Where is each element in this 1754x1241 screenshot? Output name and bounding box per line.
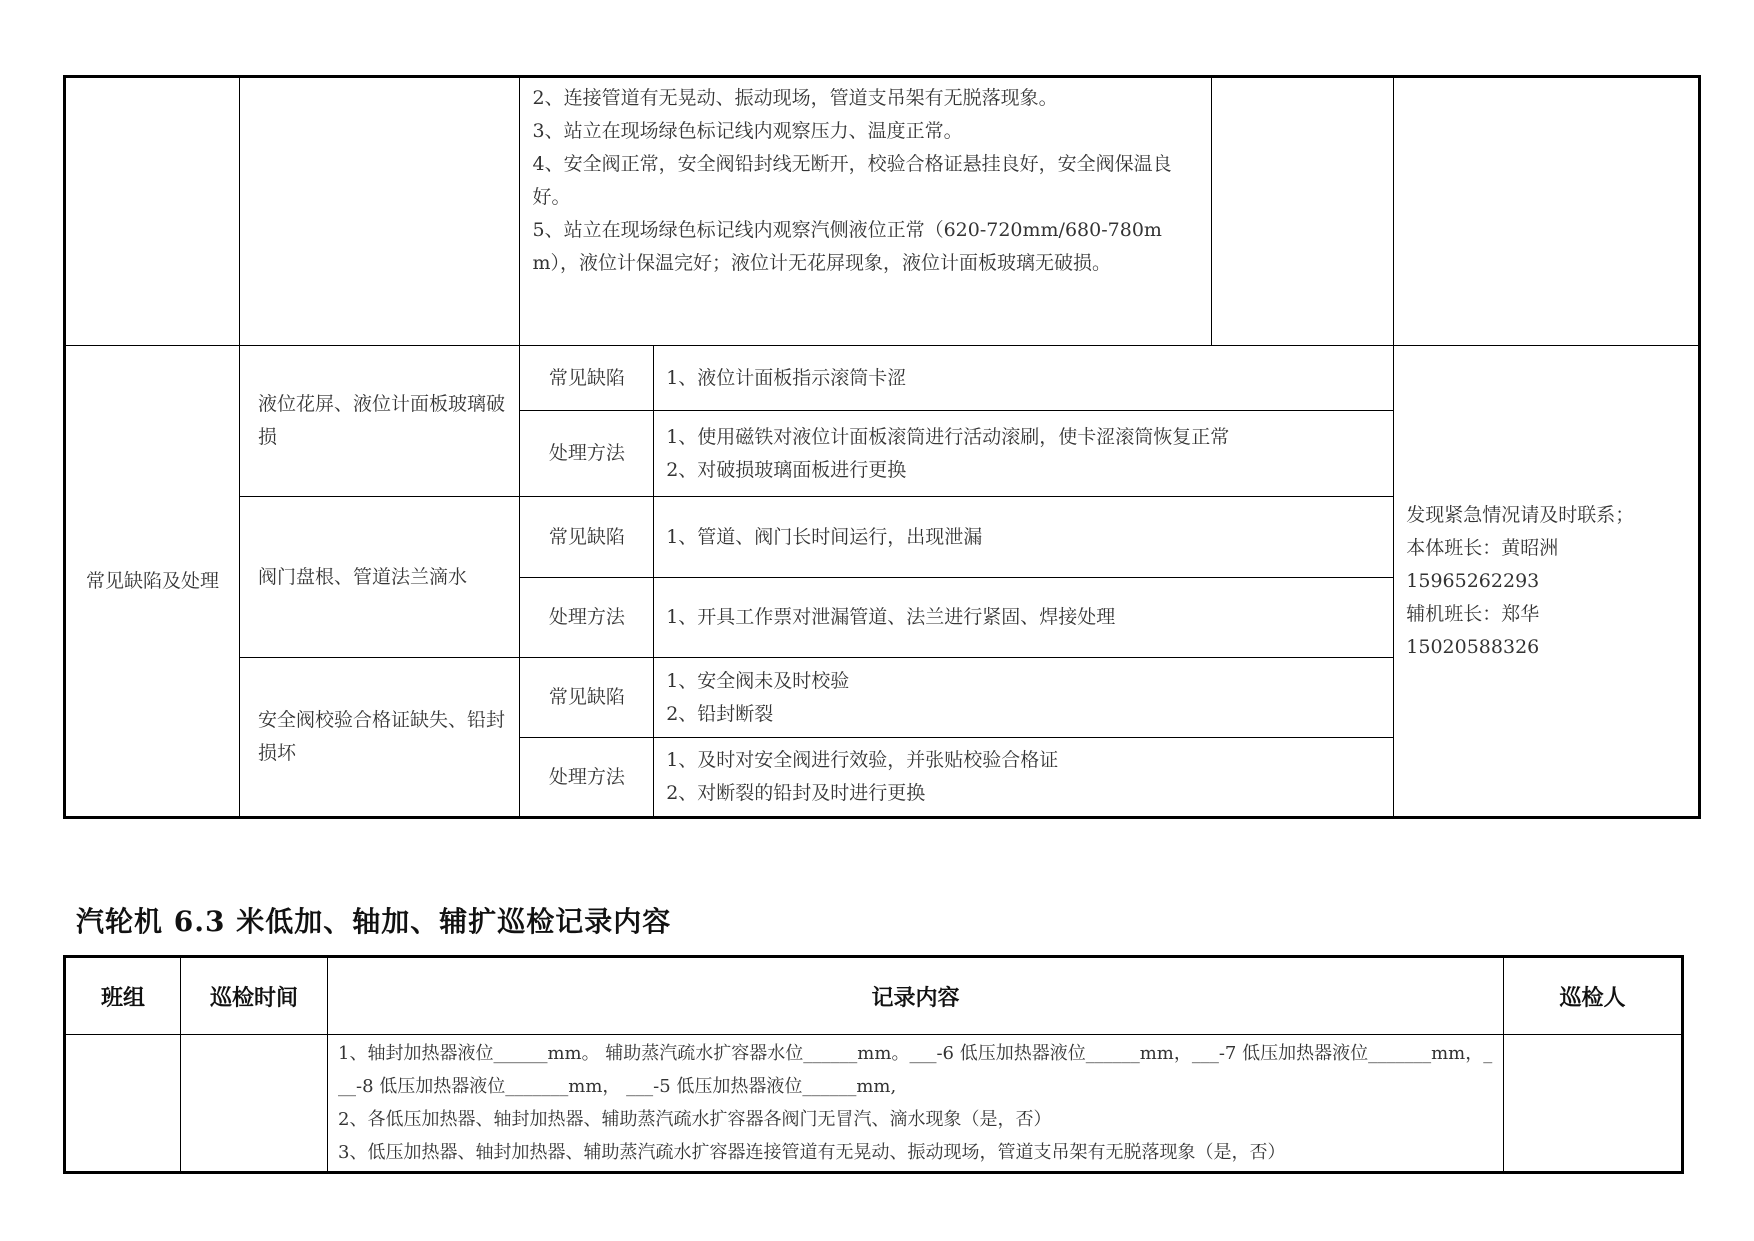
method-label: 处理方法 xyxy=(520,411,654,497)
record-line: 2、各低压加热器、轴封加热器、辅助蒸汽疏水扩容器各阀门无冒汽、滴水现象（是，否） xyxy=(338,1109,1052,1130)
empty-cell xyxy=(1394,77,1700,346)
defect-content xyxy=(654,497,1394,578)
method-line: 1、使用磁铁对液位计面板滚筒进行活动滚刷，使卡涩滚筒恢复正常 xyxy=(666,425,1230,448)
defect-group-title: 安全阀校验合格证缺失、铅封损坏 xyxy=(239,658,520,818)
inspection-steps-cell xyxy=(520,77,1212,346)
contact-phone: 15965262293 xyxy=(1406,569,1540,592)
inspector-cell[interactable] xyxy=(1504,1035,1683,1173)
method-label: 处理方法 xyxy=(520,738,654,818)
header-inspector: 巡检人 xyxy=(1504,957,1683,1035)
method-line: 2、对破损玻璃面板进行更换 xyxy=(666,458,907,481)
emergency-contact-cell xyxy=(1394,346,1700,818)
defect-content xyxy=(654,346,1394,411)
section-label: 常见缺陷及处理 xyxy=(65,346,240,818)
inspection-record-table xyxy=(63,955,1684,1174)
defect-content xyxy=(654,658,1394,738)
defect-line: 1、液位计面板指示滚筒卡涩 xyxy=(666,366,907,389)
method-line: 1、开具工作票对泄漏管道、法兰进行紧固、焊接处理 xyxy=(666,606,1116,628)
step-text: 5、站立在现场绿色标记线内观察汽侧液位正常（620-720mm/680-780mm），液位计保温完好；液位计无花屏现象，液位计面板玻璃无破损。 xyxy=(532,219,1162,274)
method-label: 处理方法 xyxy=(520,578,654,658)
record-content-cell xyxy=(328,1035,1504,1173)
empty-cell xyxy=(1212,77,1394,346)
step-text: 4、安全阀正常，安全阀铅封线无断开，校验合格证悬挂良好，安全阀保温良好。 xyxy=(532,153,1172,208)
defect-line: 1、安全阀未及时校验 xyxy=(666,669,850,692)
table-row xyxy=(65,1035,1683,1173)
header-record-content: 记录内容 xyxy=(328,957,1504,1035)
defect-group-title: 液位花屏、液位计面板玻璃破损 xyxy=(239,346,520,497)
defect-label: 常见缺陷 xyxy=(520,346,654,411)
empty-cell xyxy=(239,77,520,346)
defect-group-title: 阀门盘根、管道法兰滴水 xyxy=(239,497,520,658)
header-row xyxy=(65,957,1683,1035)
defect-line: 2、铅封断裂 xyxy=(666,702,774,725)
defect-label: 常见缺陷 xyxy=(520,658,654,738)
team-cell[interactable] xyxy=(65,1035,181,1173)
record-line: 3、低压加热器、轴封加热器、辅助蒸汽疏水扩容器连接管道有无晃动、振动现场，管道支吊架有无脱落现象（是，否） xyxy=(338,1142,1286,1163)
contact-phone: 15020588326 xyxy=(1406,635,1540,658)
defect-handling-table xyxy=(63,75,1701,819)
method-line: 1、及时对安全阀进行效验，并张贴校验合格证 xyxy=(666,749,1059,771)
contact-line: 本体班长：黄昭洲 xyxy=(1406,536,1559,559)
contact-line: 辅机班长：郑华 xyxy=(1406,602,1540,625)
header-team: 班组 xyxy=(65,957,181,1035)
method-content xyxy=(654,578,1394,658)
method-content xyxy=(654,738,1394,818)
table-row xyxy=(65,346,1700,411)
step-text: 2、连接管道有无晃动、振动现场，管道支吊架有无脱落现象。 xyxy=(532,87,1058,109)
record-line: 1、轴封加热器液位______mm。 辅助蒸汽疏水扩容器水位______mm。___-6 低压加热器液位______mm，___-7 低压加热器液位_______mm，___-8 低压加热器液位_______mm， ___-5 低压加热器液位______mm, xyxy=(338,1043,1493,1097)
defect-label: 常见缺陷 xyxy=(520,497,654,578)
defect-line: 1、管道、阀门长时间运行，出现泄漏 xyxy=(666,525,983,548)
empty-cell xyxy=(65,77,240,346)
step-text: 3、站立在现场绿色标记线内观察压力、温度正常。 xyxy=(532,120,963,142)
method-line: 2、对断裂的铅封及时进行更换 xyxy=(666,782,926,804)
method-content xyxy=(654,411,1394,497)
time-cell[interactable] xyxy=(181,1035,328,1173)
contact-line: 发现紧急情况请及时联系； xyxy=(1406,503,1635,526)
section-title: 汽轮机 6.3 米低加、轴加、辅扩巡检记录内容 xyxy=(76,905,672,938)
continuation-row xyxy=(65,77,1700,346)
header-inspection-time: 巡检时间 xyxy=(181,957,328,1035)
